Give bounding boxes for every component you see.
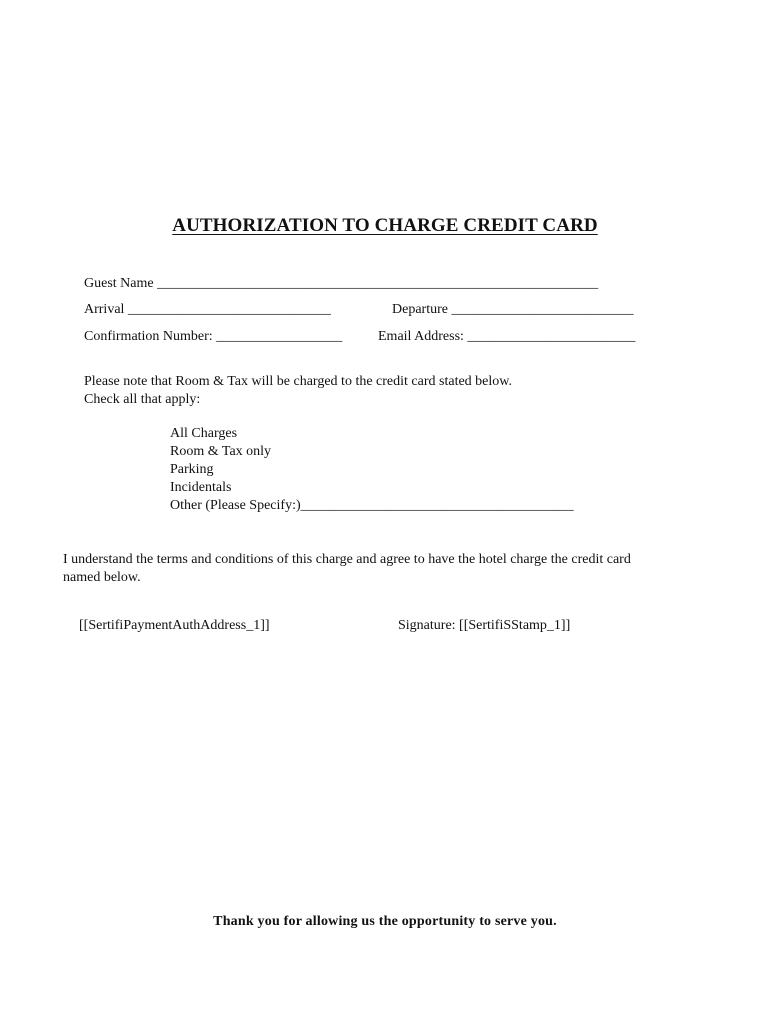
option-incidentals[interactable]: Incidentals (170, 480, 232, 495)
document-title: AUTHORIZATION TO CHARGE CREDIT CARD (172, 215, 598, 236)
check-all-instruction: Check all that apply: (84, 392, 201, 407)
option-room-tax-only[interactable]: Room & Tax only (170, 444, 272, 459)
signature-field[interactable]: Signature: [[SertifiSStamp_1]] (398, 618, 571, 633)
payment-address-placeholder[interactable]: [[SertifiPaymentAuthAddress_1]] (79, 618, 270, 633)
option-other-specify[interactable]: Other (Please Specify:)_______________________________________ (170, 498, 574, 513)
option-parking[interactable]: Parking (170, 462, 214, 477)
terms-statement-continued: named below. (63, 570, 141, 585)
guest-name-field[interactable]: Guest Name _______________________________________________________________ (84, 276, 599, 291)
terms-statement: I understand the terms and conditions of this charge and agree to have the hotel charge the credit card (63, 552, 631, 567)
email-address-field[interactable]: Email Address: ________________________ (378, 329, 636, 344)
charge-note: Please note that Room & Tax will be charged to the credit card stated below. (84, 374, 512, 389)
departure-field[interactable]: Departure __________________________ (392, 302, 634, 317)
option-all-charges[interactable]: All Charges (170, 426, 238, 441)
confirmation-number-field[interactable]: Confirmation Number: __________________ (84, 329, 343, 344)
arrival-field[interactable]: Arrival _____________________________ (84, 302, 331, 317)
thank-you-footer: Thank you for allowing us the opportunity to serve you. (213, 914, 557, 929)
